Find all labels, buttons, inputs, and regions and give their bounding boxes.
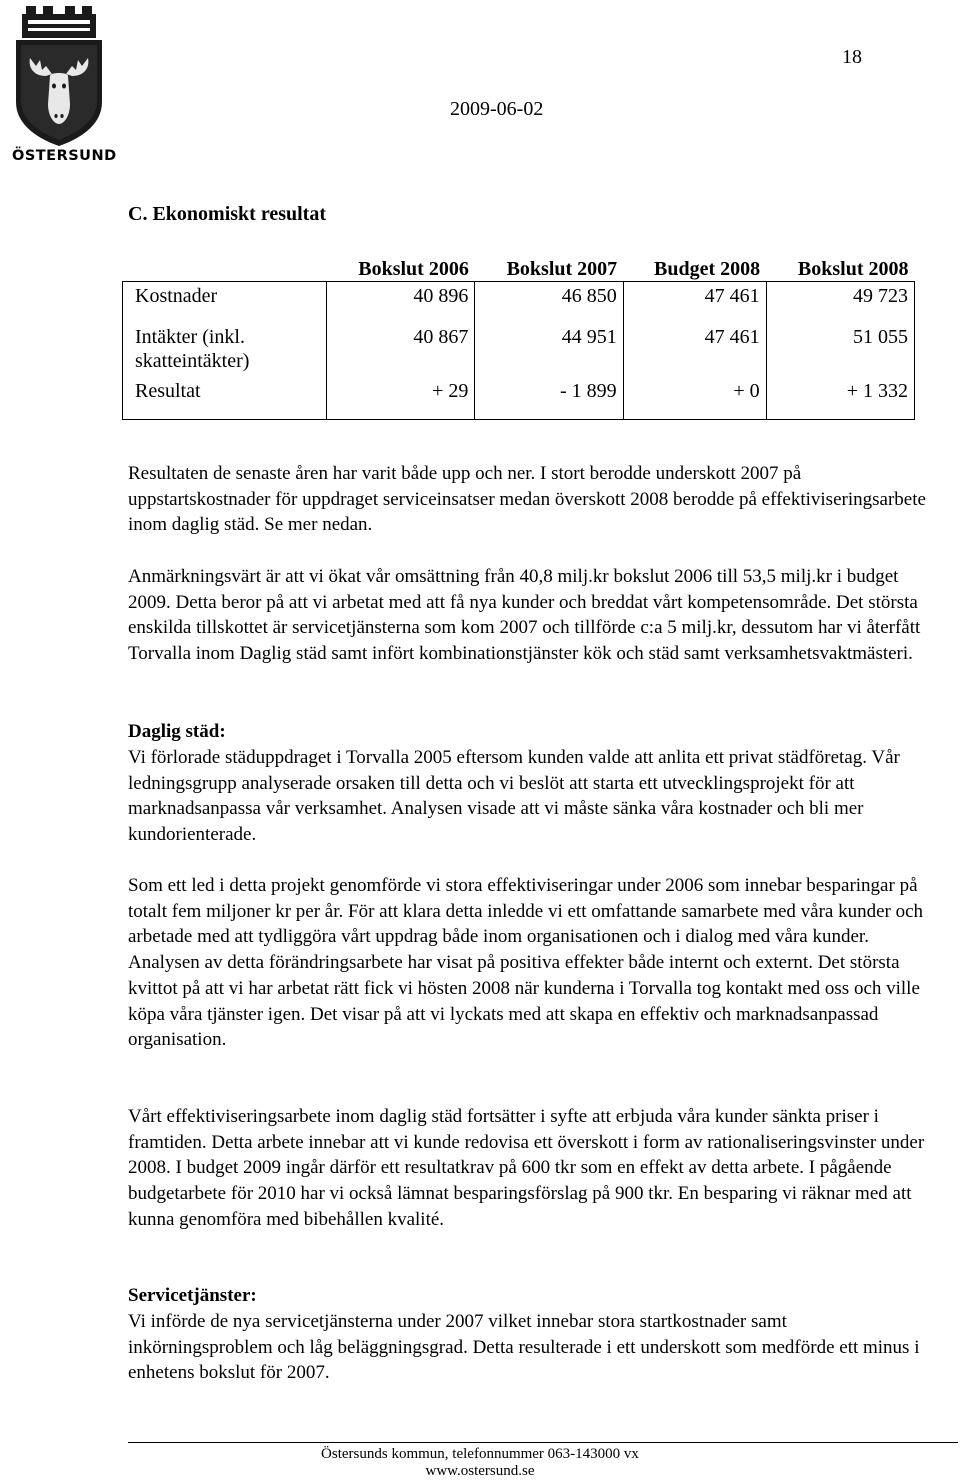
table-cell: 47 461: [623, 282, 766, 324]
paragraph: [128, 873, 928, 1053]
table-cell: + 1 332: [766, 377, 914, 420]
footer-website: www.ostersund.se: [425, 1463, 535, 1479]
paragraph: [128, 564, 928, 667]
footer-contact: Östersunds kommun, telefonnummer 063-143000 vx: [321, 1446, 639, 1462]
table-cell: 44 951: [475, 323, 623, 377]
column-header: Budget 2008: [654, 258, 761, 280]
paragraph-text: Resultaten de senaste åren har varit både upp och ner. I stort berodde underskott 2007 på uppstartskostnader för uppdraget serviceinsatser medan överskott 2008 berodde på effektiviseringsarbete inom daglig städ. Se mer nedan.: [128, 463, 926, 536]
table-cell: - 1 899: [475, 377, 623, 420]
row-label: Kostnader: [123, 282, 327, 324]
paragraph-text: Vårt effektiviseringsarbete inom daglig städ fortsätter i syfte att erbjuda våra kunder sänkta priser i framtiden. Detta arbete innebar att vi kunde redovisa ett överskott i form av rationaliseringsvinster under 2008. I budget 2009 ingår därför ett resultatkrav på 600 tkr som en effekt av detta arbete. I pågående budgetarbete för 2010 har vi också lämnat besparingsförslag på 900 tkr. En besparing vi räknar med att kunna genomföra med bibehållen kvalité.: [128, 1106, 925, 1230]
paragraph-text: Anmärkningsvärt är att vi ökat vår omsättning från 40,8 milj.kr bokslut 2006 till 53,5 milj.kr i budget 2009. Detta beror på att vi arbetat med att få nya kunder och breddat vårt kompetensområde. Det största enskilda tillskottet är servicetjänsterna som kom 2007 och tillförde c:a 5 milj.kr, dessutom har vi återfått Torvalla inom Daglig städ samt infört kombinationstjänster kök och städ samt verksamhetsvaktmästeri.: [128, 566, 921, 665]
paragraph-text: Vi införde de nya servicetjänsterna under 2007 vilket innebar stora startkostnader samt inkörningsproblem och låg beläggningsgrad. Detta resulterade i ett underskott som medförde ett minus i enhetens bokslut för 2007.: [128, 1311, 920, 1384]
table-row: [123, 377, 915, 420]
table-cell: 40 867: [327, 323, 475, 377]
column-header: Bokslut 2006: [358, 258, 469, 280]
table-header-row: [123, 252, 915, 282]
subheading-daglig-stad: Daglig städ:: [128, 721, 226, 742]
table-cell: 46 850: [475, 282, 623, 324]
paragraph: [128, 745, 928, 848]
paragraph: [128, 1309, 928, 1386]
column-header: Bokslut 2008: [797, 258, 909, 280]
financial-results-table: [122, 252, 915, 420]
page-number: 18: [842, 46, 862, 68]
logo-wordmark: ÖSTERSUND: [12, 148, 117, 164]
table-cell: + 29: [327, 377, 475, 420]
paragraph: [128, 1104, 928, 1233]
table-cell: 51 055: [766, 323, 914, 377]
subheading-servicetjanster: Servicetjänster:: [128, 1285, 257, 1306]
table-cell: 40 896: [327, 282, 475, 324]
column-header: Bokslut 2007: [506, 258, 618, 280]
table-row: [123, 282, 915, 324]
paragraph: [128, 461, 928, 538]
document-date: 2009-06-02: [450, 98, 544, 120]
footer-divider: [128, 1442, 958, 1443]
table-cell: + 0: [623, 377, 766, 420]
table-row: [123, 323, 915, 377]
row-label: Resultat: [123, 377, 327, 420]
paragraph-text: Som ett led i detta projekt genomförde vi stora effektiviseringar under 2006 som innebar besparingar på totalt fem miljoner kr per år. För att klara detta inledde vi ett omfattande samarbete med våra kunder och arbetade med att tydliggöra vårt uppdrag både inom organisationen och i dialog med våra kunder. Analysen av detta förändringsarbete har visat på positiva effekter både internt och externt. Det största kvittot på att vi har arbetat rätt fick vi hösten 2008 när kunderna i Torvalla tog kontakt med oss och ville köpa våra tjänster igen. Det visar på att vi lyckats med att skapa en effektiv och marknadsanpassad organisation.: [128, 875, 924, 1051]
row-label-line: Intäkter (inkl.: [135, 326, 245, 348]
row-label: [123, 323, 327, 377]
table-cell: 49 723: [766, 282, 914, 324]
section-title: C. Ekonomiskt resultat: [128, 203, 326, 225]
row-label-line: skatteintäkter): [135, 350, 250, 372]
table-cell: 47 461: [623, 323, 766, 377]
paragraph-text: Vi förlorade städuppdraget i Torvalla 2005 eftersom kunden valde att anlita ett privat städföretag. Vår ledningsgrupp analyserade orsaken till detta och vi beslöt att starta ett utvecklingsprojekt för att marknadsanpassa vår verksamhet. Analysen visade att vi måste sänka våra kostnader och bli mer kundorienterade.: [128, 747, 900, 846]
ostersund-coat-of-arms-logo: [12, 6, 117, 170]
